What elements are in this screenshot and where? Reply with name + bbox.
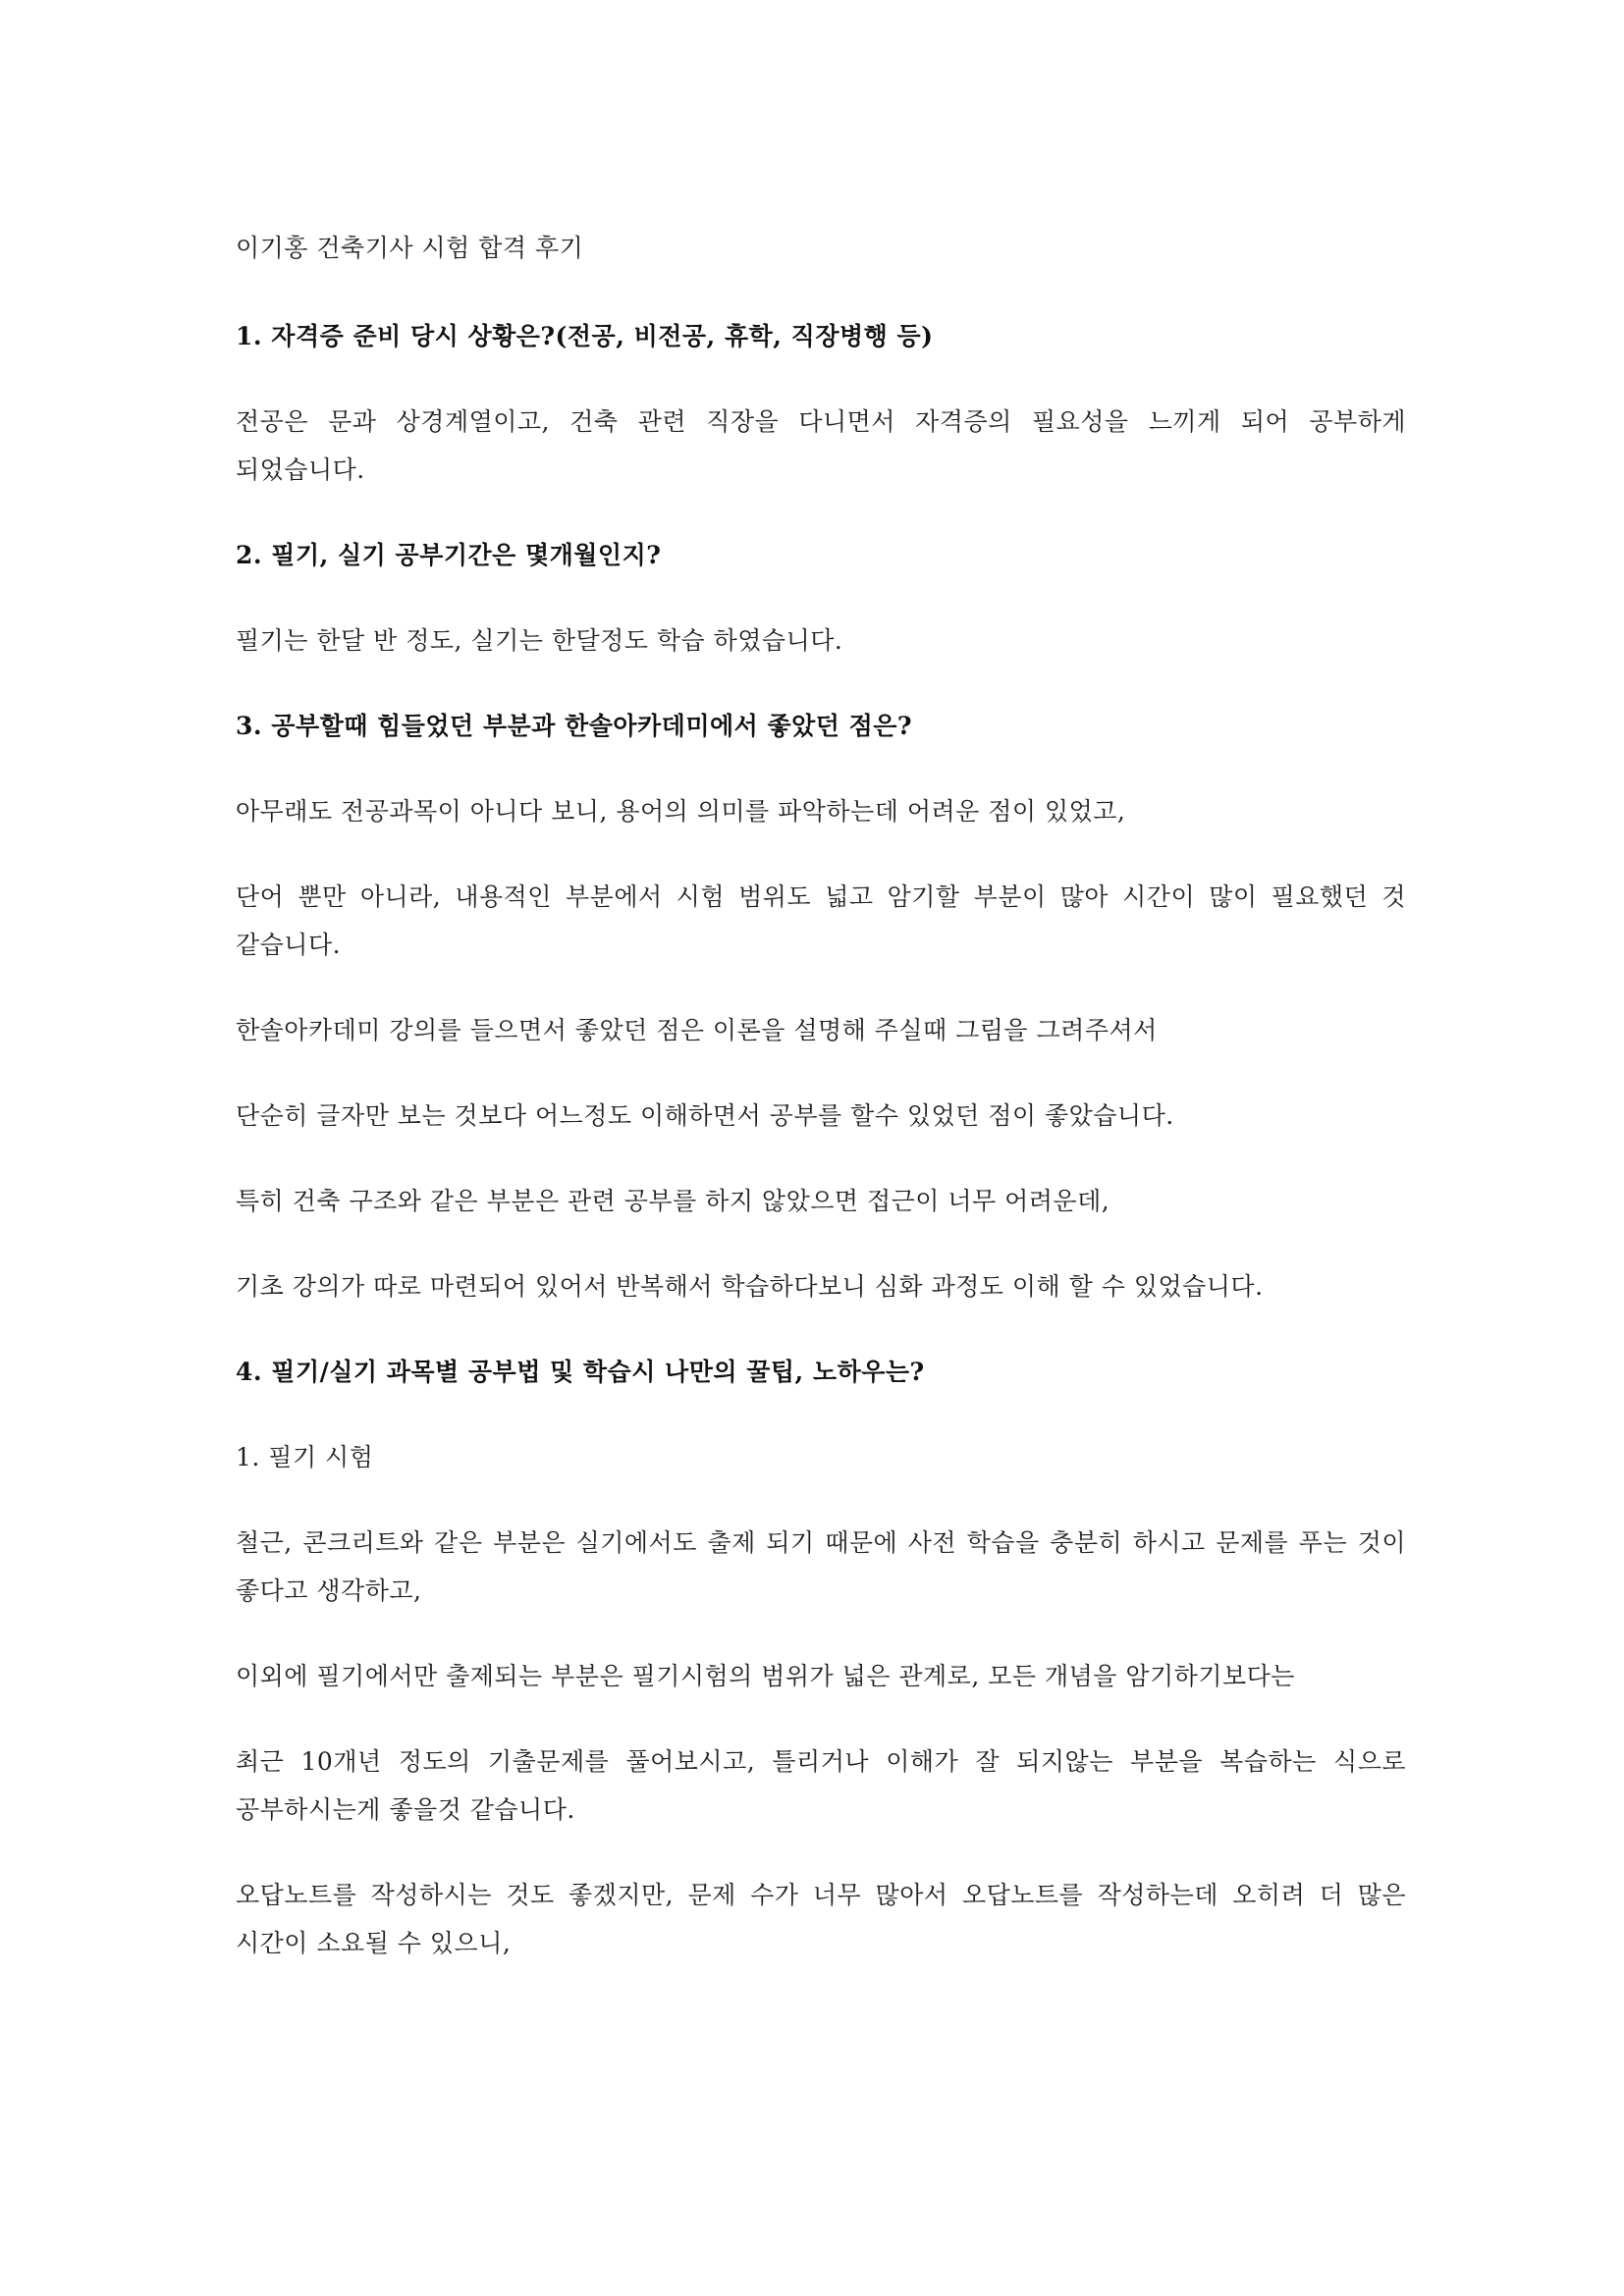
document-body (236, 224, 1406, 2004)
document-title: 이기홍 건축기사 시험 합격 후기 (236, 234, 584, 262)
answer-paragraph: 최근 10개년 정도의 기출문제를 풀어보시고, 틀리거나 이해가 잘 되지않는 부분을 복습하는 식으로 공부하시는게 좋을것 같습니다. (236, 1747, 1406, 1824)
answer-paragraph: 한솔아카데미 강의를 들으면서 좋았던 점은 이론을 설명해 주실때 그림을 그려주셔서 (236, 1016, 1158, 1044)
answer-paragraph: 단어 뿐만 아니라, 내용적인 부분에서 시험 범위도 넓고 암기할 부분이 많아 시간이 많이 필요했던 것 같습니다. (236, 882, 1406, 959)
answer-paragraph: 이외에 필기에서만 출제되는 부분은 필기시험의 범위가 넓은 관계로, 모든 개념을 암기하기보다는 (236, 1662, 1295, 1690)
answer-paragraph: 단순히 글자만 보는 것보다 어느정도 이해하면서 공부를 할수 있었던 점이 좋았습니다. (236, 1101, 1174, 1130)
subsection-heading: 1. 필기 시험 (236, 1443, 374, 1471)
answer-paragraph: 기초 강의가 따로 마련되어 있어서 반복해서 학습하다보니 심화 과정도 이해 할 수 있었습니다. (236, 1272, 1264, 1301)
answer-paragraph: 전공은 문과 상경계열이고, 건축 관련 직장을 다니면서 자격증의 필요성을 느끼게 되어 공부하게 되었습니다. (236, 407, 1406, 484)
answer-paragraph: 필기는 한달 반 정도, 실기는 한달정도 학습 하였습니다. (236, 626, 843, 655)
answer-paragraph: 철근, 콘크리트와 같은 부분은 실기에서도 출제 되기 때문에 사전 학습을 충분히 하시고 문제를 푸는 것이 좋다고 생각하고, (236, 1528, 1406, 1605)
answer-paragraph: 특히 건축 구조와 같은 부분은 관련 공부를 하지 않았으면 접근이 너무 어려운데, (236, 1187, 1110, 1215)
answer-paragraph: 오답노트를 작성하시는 것도 좋겠지만, 문제 수가 너무 많아서 오답노트를 작성하는데 오히려 더 많은 시간이 소요될 수 있으니, (236, 1881, 1406, 1957)
question-3-heading: 3. 공부할때 힘들었던 부분과 한솔아카데미에서 좋았던 점은? (236, 712, 913, 740)
question-1-heading: 1. 자격증 준비 당시 상황은?(전공, 비전공, 휴학, 직장병행 등) (236, 322, 934, 350)
answer-paragraph: 아무래도 전공과목이 아니다 보니, 용어의 의미를 파악하는데 어려운 점이 있었고, (236, 797, 1126, 826)
question-2-heading: 2. 필기, 실기 공부기간은 몇개월인지? (236, 541, 662, 569)
question-4-heading: 4. 필기/실기 과목별 공부법 및 학습시 나만의 꿀팁, 노하우는? (236, 1358, 925, 1386)
